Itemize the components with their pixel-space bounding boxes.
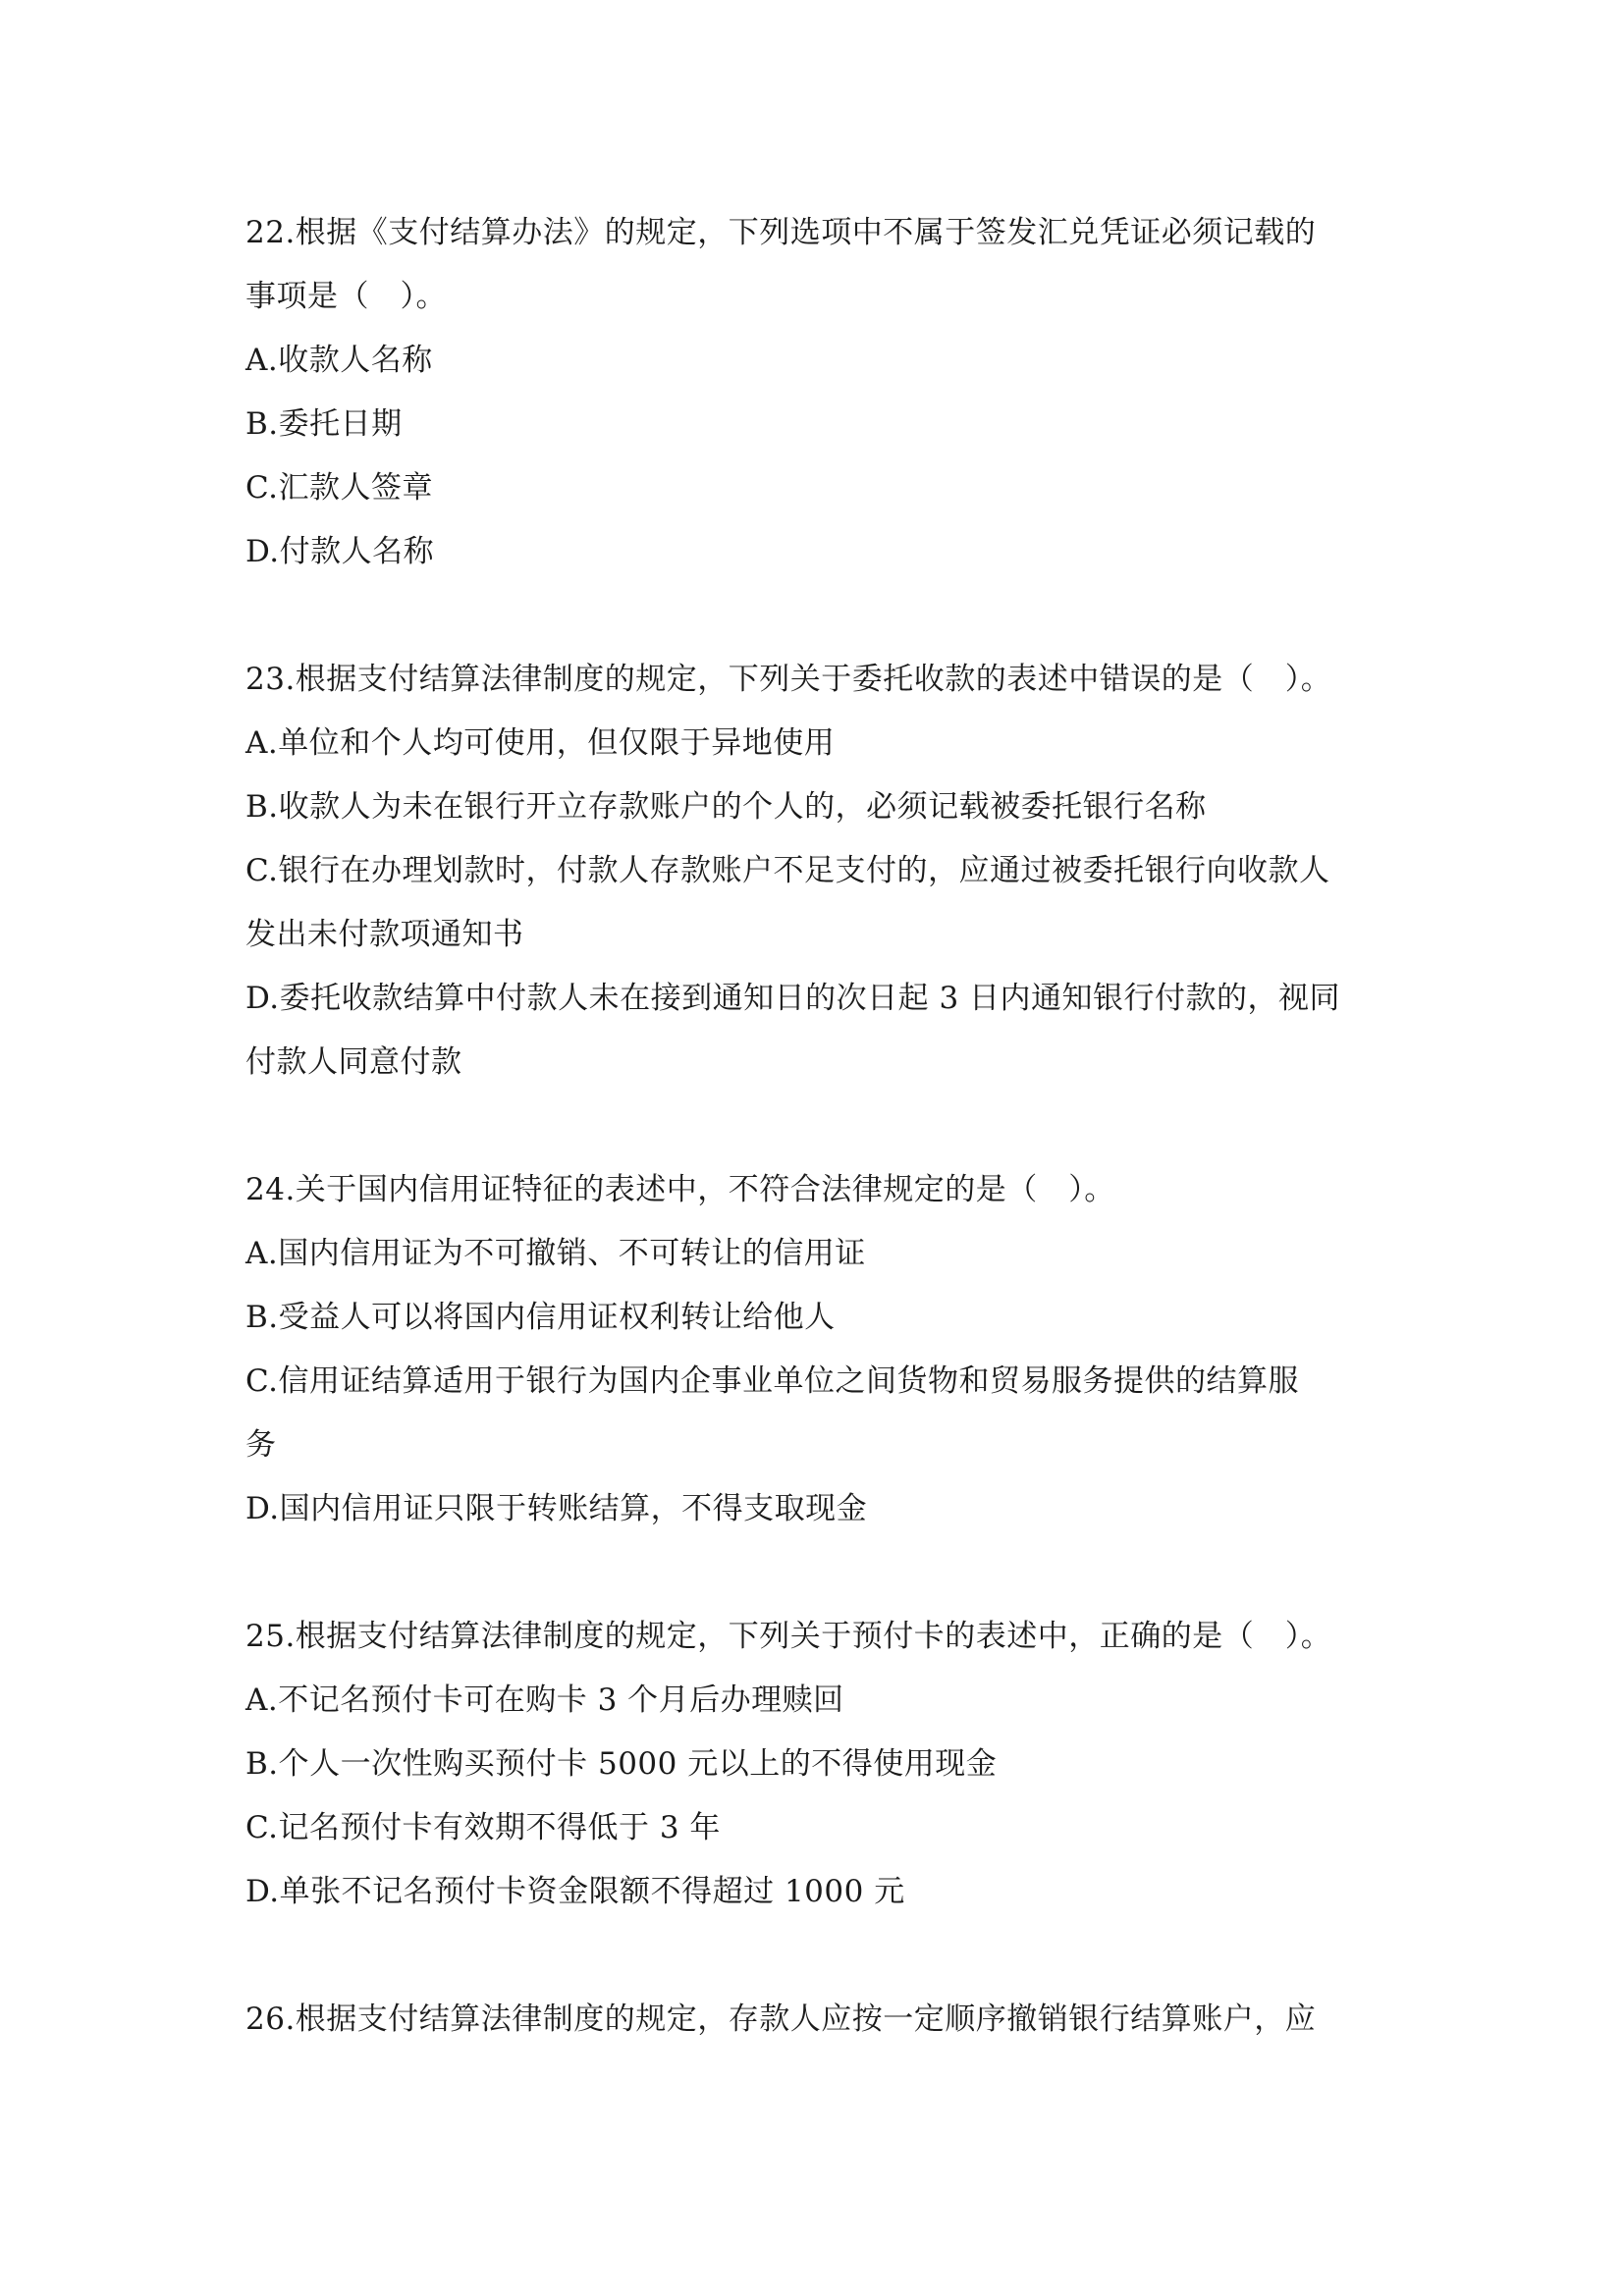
option-d: D.付款人名称 xyxy=(245,534,435,569)
option-b: B.受益人可以将国内信用证权利转让给他人 xyxy=(245,1300,836,1335)
option-c-continuation: 务 xyxy=(245,1427,277,1463)
question-spacer xyxy=(245,1924,1384,1988)
question-stem-line: 23.根据支付结算法律制度的规定，下列关于委托收款的表述中错误的是（ ）。 xyxy=(245,662,1332,697)
option-a: A.不记名预付卡可在购卡 3 个月后办理赎回 xyxy=(245,1682,844,1718)
question-list xyxy=(245,201,1384,2052)
option-d: D.国内信用证只限于转账结算，不得支取现金 xyxy=(245,1491,868,1526)
option-d: D.委托收款结算中付款人未在接到通知日的次日起 3 日内通知银行付款的，视同 xyxy=(245,981,1341,1016)
question-spacer xyxy=(245,584,1384,648)
option-a: A.收款人名称 xyxy=(245,343,433,378)
option-c: C.汇款人签章 xyxy=(245,470,433,506)
question-stem-line: 25.根据支付结算法律制度的规定，下列关于预付卡的表述中，正确的是（ ）。 xyxy=(245,1619,1332,1654)
question-24 xyxy=(245,1158,1384,1541)
question-23 xyxy=(245,648,1384,1095)
question-22 xyxy=(245,201,1384,584)
question-stem-line: 26.根据支付结算法律制度的规定，存款人应按一定顺序撤销银行结算账户，应 xyxy=(245,2002,1317,2037)
question-spacer xyxy=(245,1095,1384,1158)
question-26 xyxy=(245,1988,1384,2052)
question-stem-line: 24.关于国内信用证特征的表述中，不符合法律规定的是（ ）。 xyxy=(245,1172,1115,1207)
option-a: A.国内信用证为不可撤销、不可转让的信用证 xyxy=(245,1236,866,1271)
option-b: B.收款人为未在银行开立存款账户的个人的，必须记载被委托银行名称 xyxy=(245,789,1207,825)
option-d-continuation: 付款人同意付款 xyxy=(245,1044,462,1080)
option-a: A.单位和个人均可使用，但仅限于异地使用 xyxy=(245,725,836,761)
option-b: B.委托日期 xyxy=(245,406,403,442)
option-c: C.信用证结算适用于银行为国内企事业单位之间货物和贸易服务提供的结算服 xyxy=(245,1363,1299,1399)
option-d: D.单张不记名预付卡资金限额不得超过 1000 元 xyxy=(245,1874,905,1909)
option-c: C.记名预付卡有效期不得低于 3 年 xyxy=(245,1810,721,1845)
option-b: B.个人一次性购买预付卡 5000 元以上的不得使用现金 xyxy=(245,1746,998,1782)
question-spacer xyxy=(245,1541,1384,1605)
question-25 xyxy=(245,1605,1384,1924)
question-stem-line: 事项是（ ）。 xyxy=(245,279,447,314)
option-c: C.银行在办理划款时，付款人存款账户不足支付的，应通过被委托银行向收款人 xyxy=(245,853,1330,888)
question-stem-line: 22.根据《支付结算办法》的规定，下列选项中不属于签发汇兑凭证必须记载的 xyxy=(245,215,1317,250)
option-c-continuation: 发出未付款项通知书 xyxy=(245,917,524,952)
